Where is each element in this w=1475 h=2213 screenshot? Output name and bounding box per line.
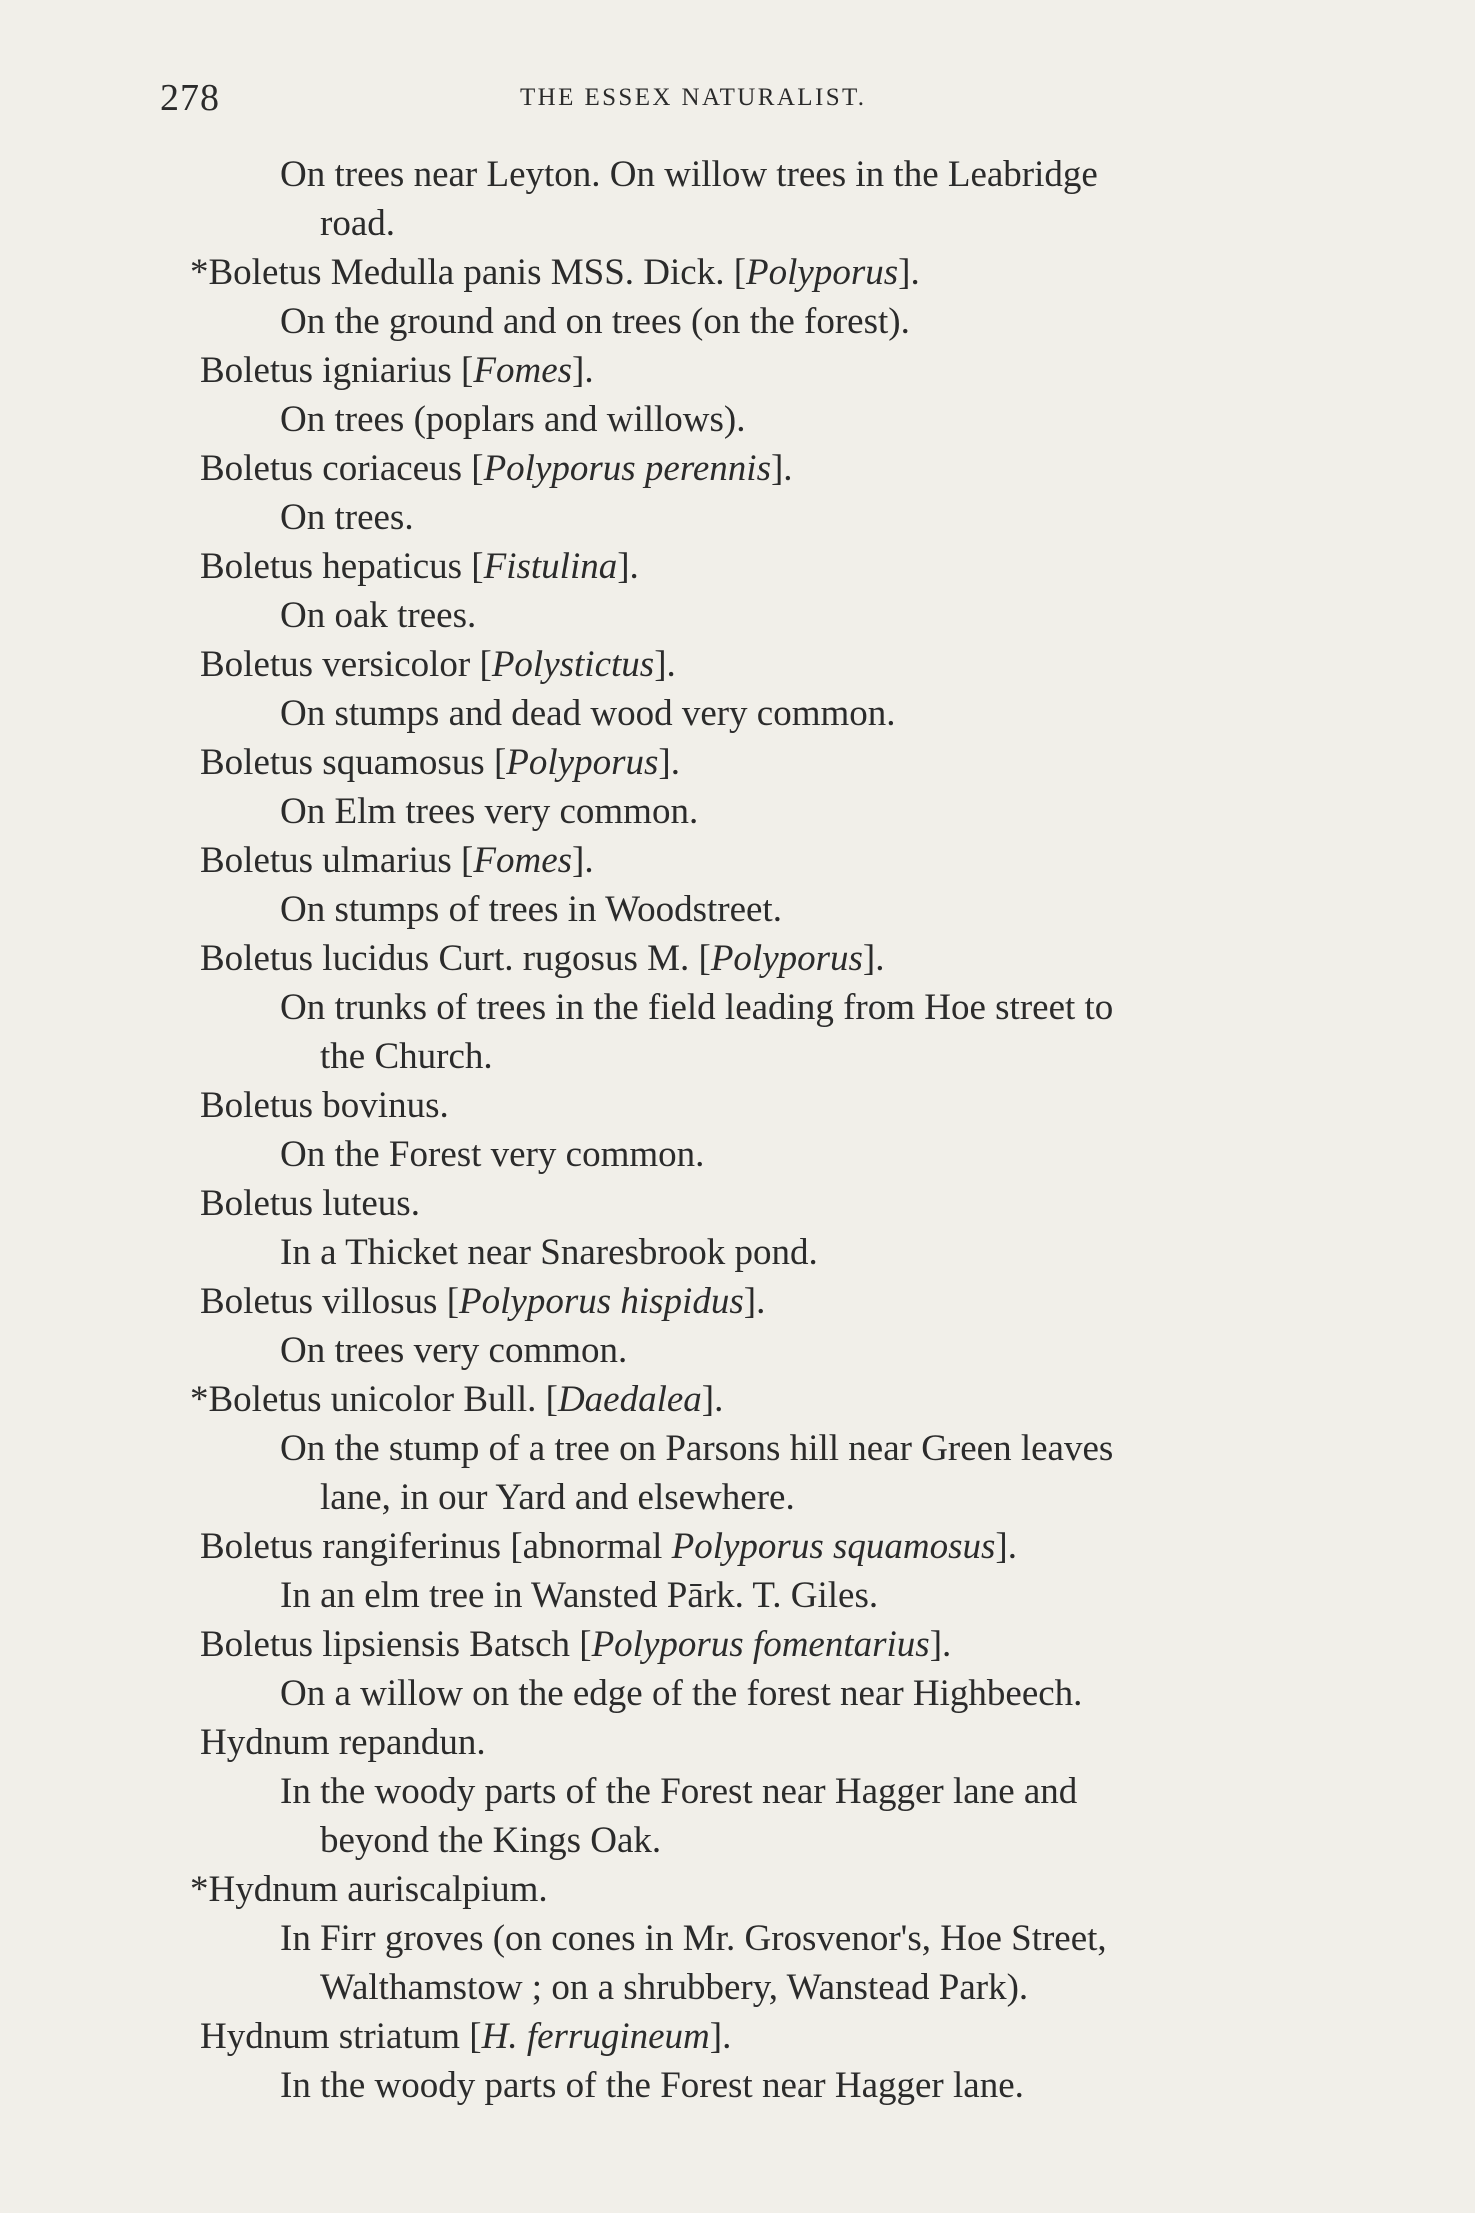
- line-text: In the woody parts of the Forest near Hagger lane.: [280, 2065, 1024, 2106]
- habitat-line: [190, 1032, 1320, 1081]
- line-text: ].: [654, 644, 676, 685]
- line-text: Boletus luteus.: [200, 1183, 420, 1224]
- italic-genus-text: H. ferrugineum: [481, 2016, 710, 2057]
- line-text: ].: [898, 252, 920, 293]
- habitat-line: [190, 395, 1320, 444]
- line-text: On the Forest very common.: [280, 1134, 705, 1175]
- habitat-line: [190, 199, 1320, 248]
- species-name-line: [190, 640, 1320, 689]
- species-name-line: [190, 248, 1320, 297]
- line-text: Boletus ulmarius [: [200, 840, 474, 881]
- habitat-line: [190, 787, 1320, 836]
- species-name-line: [190, 1865, 1320, 1914]
- habitat-line: [190, 1914, 1320, 1963]
- line-text: On a willow on the edge of the forest near Highbeech.: [280, 1673, 1083, 1714]
- line-text: Boletus igniarius [: [200, 350, 474, 391]
- habitat-line: [190, 1424, 1320, 1473]
- line-text: ].: [701, 1379, 724, 1420]
- species-name-line: [190, 542, 1320, 591]
- journal-title: THE ESSEX NATURALIST.: [520, 84, 867, 111]
- line-text: *Boletus unicolor Bull. [: [190, 1379, 558, 1420]
- line-text: On the stump of a tree on Parsons hill near Green leaves: [280, 1428, 1114, 1469]
- line-text: *Hydnum auriscalpium.: [190, 1869, 548, 1910]
- species-name-line: [190, 1375, 1320, 1424]
- habitat-line: [190, 297, 1320, 346]
- habitat-line: [190, 591, 1320, 640]
- line-text: Hydnum repandun.: [200, 1722, 486, 1763]
- italic-genus-text: Fomes: [473, 350, 573, 391]
- habitat-line: [190, 1473, 1320, 1522]
- species-name-line: [190, 738, 1320, 787]
- habitat-line: [190, 885, 1320, 934]
- line-text: ].: [572, 350, 594, 391]
- line-text: In Firr groves (on cones in Mr. Grosvenor's, Hoe Street,: [280, 1918, 1107, 1959]
- habitat-line: [190, 2061, 1320, 2110]
- line-text: Walthamstow ; on a shrubbery, Wanstead Park).: [320, 1967, 1029, 2008]
- species-name-line: [190, 2012, 1320, 2061]
- species-name-line: [190, 444, 1320, 493]
- line-text: On trees.: [280, 497, 414, 538]
- italic-genus-text: Fistulina: [483, 546, 618, 587]
- species-name-line: [190, 1522, 1320, 1571]
- line-text: ].: [743, 1281, 766, 1322]
- line-text: Boletus villosus [: [200, 1281, 460, 1322]
- habitat-line: [190, 1963, 1320, 2012]
- habitat-line: [190, 1130, 1320, 1179]
- line-text: *Boletus Medulla panis MSS. Dick. [: [190, 252, 747, 293]
- italic-genus-text: Polyporus fomentarius: [591, 1624, 930, 1665]
- line-text: lane, in our Yard and elsewhere.: [320, 1477, 795, 1518]
- line-text: On Elm trees very common.: [280, 791, 699, 832]
- line-text: Boletus rangiferinus [abnormal: [200, 1526, 672, 1567]
- line-text: Boletus coriaceus [: [200, 448, 484, 489]
- line-text: On stumps and dead wood very common.: [280, 693, 896, 734]
- line-text: Boletus lipsiensis Batsch [: [200, 1624, 592, 1665]
- species-name-line: [190, 1718, 1320, 1767]
- line-text: In a Thicket near Snaresbrook pond.: [280, 1232, 818, 1273]
- line-text: On trees very common.: [280, 1330, 628, 1371]
- line-text: On oak trees.: [280, 595, 477, 636]
- page-number: 278: [160, 77, 220, 119]
- line-text: On the ground and on trees (on the forest).: [280, 301, 910, 342]
- italic-genus-text: Polyporus: [746, 252, 899, 293]
- habitat-line: [190, 1816, 1320, 1865]
- line-text: On trees (poplars and willows).: [280, 399, 746, 440]
- line-text: ].: [658, 742, 680, 783]
- species-name-line: [190, 1277, 1320, 1326]
- italic-genus-text: Polyporus squamosus: [671, 1526, 996, 1567]
- line-text: Boletus bovinus.: [200, 1085, 449, 1126]
- line-text: In an elm tree in Wansted Pārk. T. Giles.: [280, 1575, 879, 1616]
- line-text: Boletus lucidus Curt. rugosus M. [: [200, 938, 711, 979]
- line-text: On trees near Leyton. On willow trees in the Leabridge: [280, 154, 1098, 195]
- line-text: the Church.: [320, 1036, 493, 1077]
- habitat-line: [190, 1228, 1320, 1277]
- habitat-line: [190, 689, 1320, 738]
- habitat-line: [190, 983, 1320, 1032]
- species-name-line: [190, 1081, 1320, 1130]
- habitat-line: [190, 1326, 1320, 1375]
- line-text: road.: [320, 203, 395, 244]
- italic-genus-text: Fomes: [473, 840, 573, 881]
- line-text: ].: [617, 546, 639, 587]
- species-name-line: [190, 1620, 1320, 1669]
- habitat-line: [190, 150, 1320, 199]
- line-text: Boletus hepaticus [: [200, 546, 484, 587]
- habitat-line: [190, 1767, 1320, 1816]
- line-text: On trunks of trees in the field leading from Hoe street to: [280, 987, 1114, 1028]
- habitat-line: [190, 1571, 1320, 1620]
- line-text: ].: [862, 938, 885, 979]
- species-name-line: [190, 1179, 1320, 1228]
- species-name-line: [190, 836, 1320, 885]
- line-text: Boletus versicolor [: [200, 644, 492, 685]
- line-text: On stumps of trees in Woodstreet.: [280, 889, 782, 930]
- italic-genus-text: Polyporus perennis: [483, 448, 771, 489]
- italic-genus-text: Polystictus: [491, 644, 655, 685]
- line-text: ].: [572, 840, 594, 881]
- running-head: [160, 76, 1315, 126]
- italic-genus-text: Polyporus: [710, 938, 863, 979]
- line-text: ].: [709, 2016, 732, 2057]
- species-name-line: [190, 346, 1320, 395]
- species-list: [190, 150, 1320, 2110]
- habitat-line: [190, 493, 1320, 542]
- line-text: beyond the Kings Oak.: [320, 1820, 662, 1861]
- line-text: ].: [770, 448, 793, 489]
- line-text: ].: [929, 1624, 952, 1665]
- line-text: In the woody parts of the Forest near Hagger lane and: [280, 1771, 1078, 1812]
- line-text: Hydnum striatum [: [200, 2016, 482, 2057]
- italic-genus-text: Polyporus: [506, 742, 659, 783]
- line-text: Boletus squamosus [: [200, 742, 507, 783]
- italic-genus-text: Daedalea: [557, 1379, 702, 1420]
- line-text: ].: [995, 1526, 1017, 1567]
- habitat-line: [190, 1669, 1320, 1718]
- species-name-line: [190, 934, 1320, 983]
- italic-genus-text: Polyporus hispidus: [459, 1281, 744, 1322]
